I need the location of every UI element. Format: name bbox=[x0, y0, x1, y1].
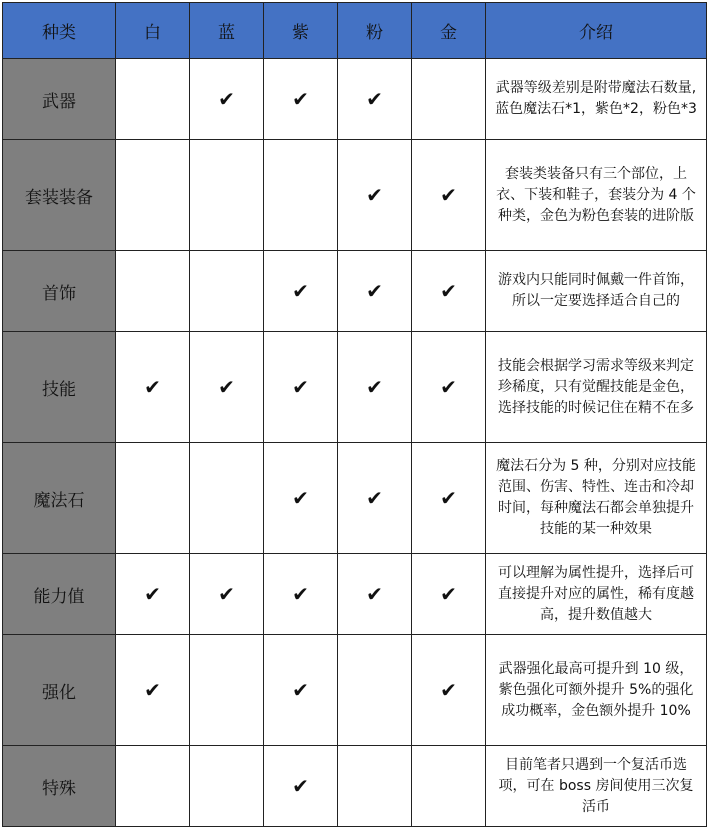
table-row bbox=[3, 635, 707, 746]
check-icon: ✔ bbox=[292, 582, 309, 606]
check-icon: ✔ bbox=[440, 279, 457, 303]
cell-blue bbox=[190, 332, 264, 443]
check-icon: ✔ bbox=[440, 678, 457, 702]
row-description: 武器等级差别是附带魔法石数量, 蓝色魔法石*1，紫色*2，粉色*3 bbox=[486, 59, 707, 140]
check-icon: ✔ bbox=[218, 87, 235, 111]
row-description: 武器强化最高可提升到 10 级，紫色强化可额外提升 5%的强化成功概率，金色额外提升 10% bbox=[486, 635, 707, 746]
cell-white bbox=[116, 443, 190, 554]
check-icon: ✔ bbox=[292, 486, 309, 510]
row-type: 能力值 bbox=[3, 554, 116, 635]
check-icon: ✔ bbox=[366, 183, 383, 207]
cell-purple bbox=[264, 746, 338, 827]
row-description: 技能会根据学习需求等级来判定珍稀度，只有觉醒技能是金色，选择技能的时候记住在精不在多 bbox=[486, 332, 707, 443]
row-type: 魔法石 bbox=[3, 443, 116, 554]
table-row bbox=[3, 554, 707, 635]
row-type: 强化 bbox=[3, 635, 116, 746]
header-gold: 金 bbox=[412, 3, 486, 59]
cell-pink bbox=[338, 251, 412, 332]
table-row bbox=[3, 251, 707, 332]
row-type: 技能 bbox=[3, 332, 116, 443]
cell-purple bbox=[264, 554, 338, 635]
equipment-table bbox=[2, 2, 707, 827]
check-icon: ✔ bbox=[144, 582, 161, 606]
check-icon: ✔ bbox=[292, 375, 309, 399]
check-icon: ✔ bbox=[366, 87, 383, 111]
header-pink: 粉 bbox=[338, 3, 412, 59]
cell-blue bbox=[190, 635, 264, 746]
cell-pink bbox=[338, 140, 412, 251]
cell-pink bbox=[338, 332, 412, 443]
cell-white bbox=[116, 332, 190, 443]
check-icon: ✔ bbox=[292, 279, 309, 303]
cell-white bbox=[116, 746, 190, 827]
row-type: 武器 bbox=[3, 59, 116, 140]
check-icon: ✔ bbox=[366, 279, 383, 303]
row-description: 套装类装备只有三个部位，上衣、下装和鞋子，套装分为 4 个种类，金色为粉色套装的进阶版 bbox=[486, 140, 707, 251]
header-intro: 介绍 bbox=[486, 3, 707, 59]
cell-pink bbox=[338, 59, 412, 140]
cell-purple bbox=[264, 140, 338, 251]
cell-purple bbox=[264, 251, 338, 332]
check-icon: ✔ bbox=[218, 582, 235, 606]
row-description: 可以理解为属性提升，选择后可直接提升对应的属性，稀有度越高，提升数值越大 bbox=[486, 554, 707, 635]
cell-white bbox=[116, 59, 190, 140]
cell-blue bbox=[190, 746, 264, 827]
cell-purple bbox=[264, 635, 338, 746]
table-row bbox=[3, 443, 707, 554]
cell-blue bbox=[190, 554, 264, 635]
cell-white bbox=[116, 635, 190, 746]
cell-white bbox=[116, 554, 190, 635]
row-description: 魔法石分为 5 种，分别对应技能范围、伤害、特性、连击和冷却时间，每种魔法石都会单独提升技能的某一种效果 bbox=[486, 443, 707, 554]
table-row bbox=[3, 332, 707, 443]
cell-pink bbox=[338, 443, 412, 554]
cell-gold bbox=[412, 554, 486, 635]
check-icon: ✔ bbox=[366, 582, 383, 606]
header-type: 种类 bbox=[3, 3, 116, 59]
check-icon: ✔ bbox=[440, 582, 457, 606]
header-white: 白 bbox=[116, 3, 190, 59]
cell-gold bbox=[412, 332, 486, 443]
row-description: 目前笔者只遇到一个复活币选项，可在 boss 房间使用三次复活币 bbox=[486, 746, 707, 827]
row-description: 游戏内只能同时佩戴一件首饰，所以一定要选择适合自己的 bbox=[486, 251, 707, 332]
check-icon: ✔ bbox=[292, 87, 309, 111]
check-icon: ✔ bbox=[440, 183, 457, 207]
cell-blue bbox=[190, 59, 264, 140]
cell-pink bbox=[338, 746, 412, 827]
check-icon: ✔ bbox=[366, 375, 383, 399]
cell-pink bbox=[338, 554, 412, 635]
check-icon: ✔ bbox=[366, 486, 383, 510]
header-row bbox=[3, 3, 707, 59]
header-purple: 紫 bbox=[264, 3, 338, 59]
cell-gold bbox=[412, 746, 486, 827]
cell-gold bbox=[412, 140, 486, 251]
cell-gold bbox=[412, 59, 486, 140]
cell-gold bbox=[412, 635, 486, 746]
check-icon: ✔ bbox=[218, 375, 235, 399]
row-type: 特殊 bbox=[3, 746, 116, 827]
cell-blue bbox=[190, 140, 264, 251]
cell-purple bbox=[264, 443, 338, 554]
row-type: 套装装备 bbox=[3, 140, 116, 251]
cell-white bbox=[116, 251, 190, 332]
check-icon: ✔ bbox=[292, 774, 309, 798]
table-row bbox=[3, 140, 707, 251]
cell-gold bbox=[412, 251, 486, 332]
cell-blue bbox=[190, 443, 264, 554]
check-icon: ✔ bbox=[440, 486, 457, 510]
header-blue: 蓝 bbox=[190, 3, 264, 59]
cell-blue bbox=[190, 251, 264, 332]
check-icon: ✔ bbox=[144, 375, 161, 399]
cell-gold bbox=[412, 443, 486, 554]
table-row bbox=[3, 746, 707, 827]
check-icon: ✔ bbox=[440, 375, 457, 399]
check-icon: ✔ bbox=[144, 678, 161, 702]
table-row bbox=[3, 59, 707, 140]
row-type: 首饰 bbox=[3, 251, 116, 332]
cell-pink bbox=[338, 635, 412, 746]
cell-purple bbox=[264, 59, 338, 140]
cell-white bbox=[116, 140, 190, 251]
cell-purple bbox=[264, 332, 338, 443]
check-icon: ✔ bbox=[292, 678, 309, 702]
